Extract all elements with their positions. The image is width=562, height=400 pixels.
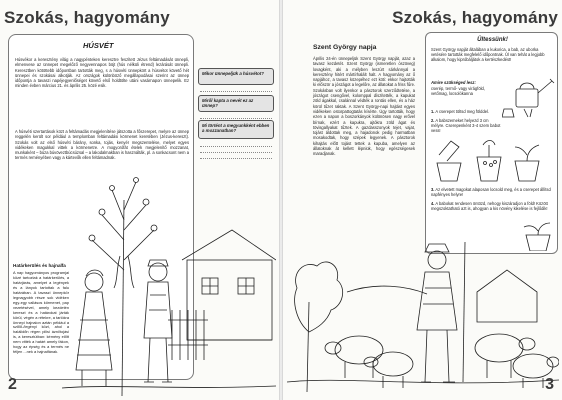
step-text: A babokat rendesen öntözd, nehogy kiszáradjon a föld! Között megszoktatható azt is, ahogyan a kis növény kikelése is fejlődik!	[431, 201, 548, 212]
step-text: Az elvetett magokat alaposan locsold meg, és a cserepet állítsd napfényes helyre!	[431, 187, 551, 198]
answer-line[interactable]	[200, 152, 272, 153]
needed-label: Amire szükséged lesz:	[431, 80, 476, 85]
right-header-title: Szokás, hagyomány	[392, 8, 558, 27]
answer-line[interactable]	[200, 118, 272, 119]
tip-title: Ültessünk!	[477, 37, 508, 43]
step-text: A cserepet töltsd meg földdel.	[435, 109, 490, 114]
subsection-text: A nap hagyományos programjai közé tartoztak a határkerülés, a határjárás, amelyet a legények és a lányok tartottak a falu határában. A tavaszi ünnepkör legnagyobb része sok vidéken egy-egy vallásos körmenet, pap vezetésével, amely kezdetén kereszt és a határokat járták körül, végén a rétekre, a tarlókra ünnepi hajnalon aztán például a szőlő-/legényi közt, ahol a halálidőn régen pilisi ázni/tojási is, a keresztútban: kémény előtt nem vitték a határt amely fákon, hogy az épség és a termés ne féljen ...nek a hajnalfának.	[13, 270, 70, 355]
answer-line[interactable]	[200, 158, 272, 159]
step-3	[431, 187, 554, 197]
shepherd-sheep-illustration	[287, 232, 559, 394]
easter-intro-text-2: A húsvéti szertartások közt a feltámadás megjelenítése játszotta a főszerepet, melyre az ünnep reggelén került sor például a templomban feltámadási körmenet keretében (Jézus-kereszt). Szokás volt az első húsvéti bárány, sonka, tojás, kenyér megszentelése, melyet egyes vidékeken magukkal vittek a körmenetre. A mogyorófát ételek megjelenítő mozzanat, munkaként – búza búvöveztbúcsúzsal – a lakodalmakban is használták, pl. a sonkacsont nem a termés reményében vagy a kártevők ellen feltámadnak.	[15, 129, 189, 161]
easter-intro-text: Húsvékor a keresztény világ a nagypénteken keresztre feszített Jézus feltámadását ünnepli, elmenvese az ünnepet megelőző negyvennapos böjt (hús nélküli étrend) lezárását ünnepli. Keresztben kötöttebb időpontban tartották meg, s a húsvéti ünnepkört a húsvétot követő hét ünnepei és szokásai alkotják. Az országok különböző megállapodásai szerint az ünnep időpontja a tavaszi napéjegyenlőséget követő első holdtölte utáni vasárnapon ünnepelik. Ez minden évben március 21. és április 25. közé esik.	[15, 57, 189, 89]
tip-intro: Szent György napját általában a kukorica, a bab, az uborka vetésére tartották megfelelő időpontnak. Ül van tehát a legjobb alkalom, hogy kipróbáljátok a kertészkedést!	[431, 47, 545, 63]
left-header-title: Szokás, hagyomány	[4, 8, 170, 27]
step-number: 3.	[431, 187, 435, 192]
planting-tip-box	[425, 32, 558, 254]
planting-steps-illustration	[431, 133, 554, 183]
easter-title: HÚSVÉT	[83, 41, 114, 50]
st-george-text: Április 24-én ünnepeljük Szent György napját, azaz a tavasz kezdetét. Szent György (ismeretlen ószöveg) lovagként, aki a mélyben leszúrt sárkánnyal a keresztény hitért mártírhalált halt. A hagyomány az ő napjához, a tavasz közepéhez ezt köti: ekkor hajtották ki először a jószágot a legelőre, az állatokat a friss fűre. Szokásban volt ilyenkor a pásztorok szerződtetése, a jószágot csengővel, kolomppal díszítették, a kapukat zöld ágakkal, csalánnal védték a rontás ellen, és a ház körül tűzet raktak. A Szent György-napi hajtást egyes vidékeken ostorpattogtatás kísérte. Úgy tartották, hogy ezen a napon a boszorkányok különösen nagy erővel bírnak, ezért a kapukra, ajtókra zöld ágat és tövisgallyakat tűztek. A gazdasszonyok tejet, vajat, tojást áldottak meg, a hajadonok pedig harmatban mosakodtak, hogy szépek legyenek. A pásztorok kihajtás előtt tojást tettek a kapuba, amelyen az állatoknak át kellett lépniük, hogy egészségesek maradjanak.	[313, 56, 415, 157]
easter-procession-illustration	[62, 160, 276, 396]
watering-can-icon	[502, 73, 556, 119]
step-number: 4.	[431, 201, 435, 206]
question-box-2: Miről kapta a nevét ez az ünnep?	[198, 95, 274, 112]
step-2	[431, 118, 501, 134]
right-page-number: 3	[545, 376, 554, 393]
step-1	[431, 109, 501, 114]
step-number: 1.	[431, 109, 435, 114]
step-text: A babszemeket helyezd 3 cm mélyre. Cserepenként 3-4 szem babot vess!	[431, 118, 501, 134]
left-page-number: 2	[8, 376, 17, 393]
answer-line[interactable]	[200, 91, 272, 92]
needed-items: cserép, termő- vagy virágföld, vetőmag, locsolókanna	[431, 86, 485, 97]
subsection-title: Határkerülés és hajnalfa	[13, 263, 66, 268]
step-number: 2.	[431, 118, 435, 123]
question-box-1: Mikor ünnepeljük a húsvétot?	[198, 68, 274, 85]
question-box-3: Mi történt a megyunkként ebben a mozzanatban?	[198, 120, 274, 139]
step-4	[431, 201, 554, 211]
left-page	[0, 0, 279, 400]
answer-line[interactable]	[200, 146, 272, 147]
right-page	[283, 0, 562, 400]
st-george-title: Szent György napja	[313, 44, 377, 51]
